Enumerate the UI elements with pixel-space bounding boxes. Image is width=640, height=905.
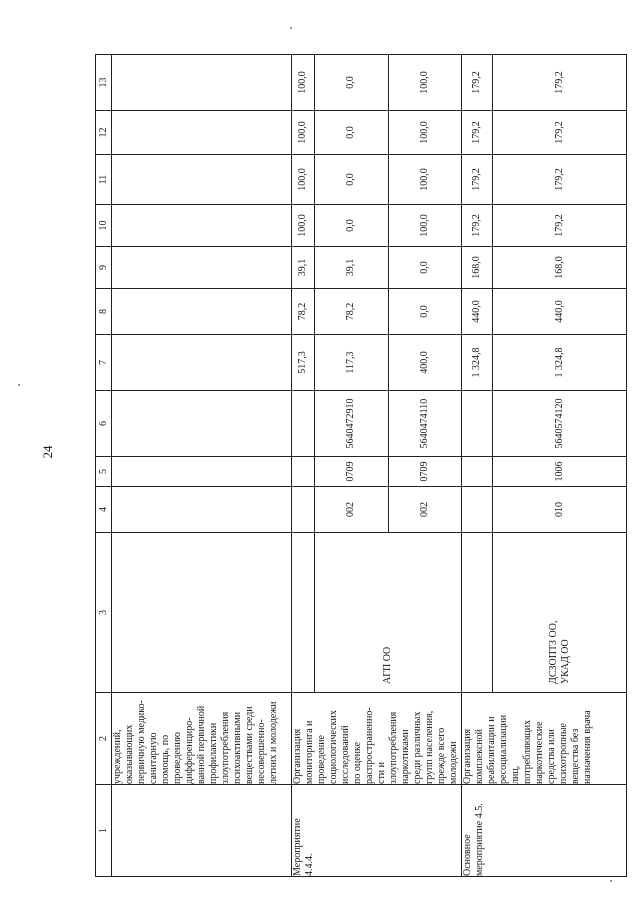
row1-col6 [112,391,292,457]
row2-col3 [292,533,462,693]
row1-col7 [112,335,292,391]
row3-col10: 179,2 179,2 [462,205,627,247]
scan-speck [290,27,292,29]
col-header-5: 5 [96,457,112,487]
row3-col6: 5640574120 [462,391,627,457]
row1-col8 [112,289,292,335]
row1-col3 [112,533,292,693]
row1-col10 [112,205,292,247]
executor-label: ДСЗОПТЗ ОО, УКАД ОО [547,620,571,684]
row1-col12 [112,111,292,155]
col-header-3: 3 [96,533,112,693]
col-header-4: 4 [96,487,112,533]
column-number-row [96,55,112,877]
col-header-1: 1 [96,785,112,877]
row3-col4: 010 [462,487,627,533]
row2-col12: 100,0 0,0 100,0 [292,111,462,155]
row2-col10: 100,0 0,0 100,0 [292,205,462,247]
row3-col7: 1 324,8 1 324,8 [462,335,627,391]
scan-speck [610,880,612,882]
col-header-11: 11 [96,155,112,205]
row1-col11 [112,155,292,205]
row1-col9 [112,247,292,289]
col-header-7: 7 [96,335,112,391]
row1-col2: учреждений, оказывающих первичную медико- санитарную помощь, по проведению дифференциро- ванной первичной профилактики злоупотребления психоактивными веществами среди несовершенно- летних и молодежи [112,693,292,785]
table-row [462,55,627,877]
scan-speck [18,384,20,386]
row2-col5: 0709 0709 [292,457,462,487]
row1-col1 [112,785,292,877]
row3-col12: 179,2 179,2 [462,111,627,155]
row1-col5 [112,457,292,487]
rotated-table [95,55,627,877]
row2-col1: Мероприятие 4.4.4. [292,785,462,877]
table-row [292,55,462,877]
row3-col2: Организация комплексной реабилитации и ресоциализации лиц, потребляющих наркотические средства или психотропные вещества без назначения врача [462,693,627,785]
row2-col6: 5640472910 5640474110 [292,391,462,457]
page-number: 24 [40,445,55,459]
col-header-12: 12 [96,111,112,155]
row3-col3 [462,533,627,693]
row3-col11: 179,2 179,2 [462,155,627,205]
row3-col9: 168,0 168,0 [462,247,627,289]
row2-col4: 002 002 [292,487,462,533]
program-table [95,54,627,877]
table-row [112,55,292,877]
col-header-9: 9 [96,247,112,289]
col-header-10: 10 [96,205,112,247]
row1-col4 [112,487,292,533]
row3-col5: 1006 [462,457,627,487]
row2-col11: 100,0 0,0 100,0 [292,155,462,205]
row3-col13: 179,2 179,2 [462,55,627,111]
row1-col13 [112,55,292,111]
col-header-8: 8 [96,289,112,335]
row2-col8: 78,2 78,2 0,0 [292,289,462,335]
row3-col8: 440,0 440,0 [462,289,627,335]
row2-col13: 100,0 0,0 100,0 [292,55,462,111]
executor-label: АГП ОО [382,646,393,684]
col-header-2: 2 [96,693,112,785]
row2-col7: 517,3 117,3 400,0 [292,335,462,391]
col-header-13: 13 [96,55,112,111]
row3-col1: Основное мероприятие 4.5. [462,785,627,877]
col-header-6: 6 [96,391,112,457]
row2-col9: 39,1 39,1 0,0 [292,247,462,289]
row2-col2: Организация мониторинга и проведение социологических исследований по оценке распространенно- сти и злоупотребления наркотиками среди различных групп населения, прежде всего молодежи [292,693,462,785]
